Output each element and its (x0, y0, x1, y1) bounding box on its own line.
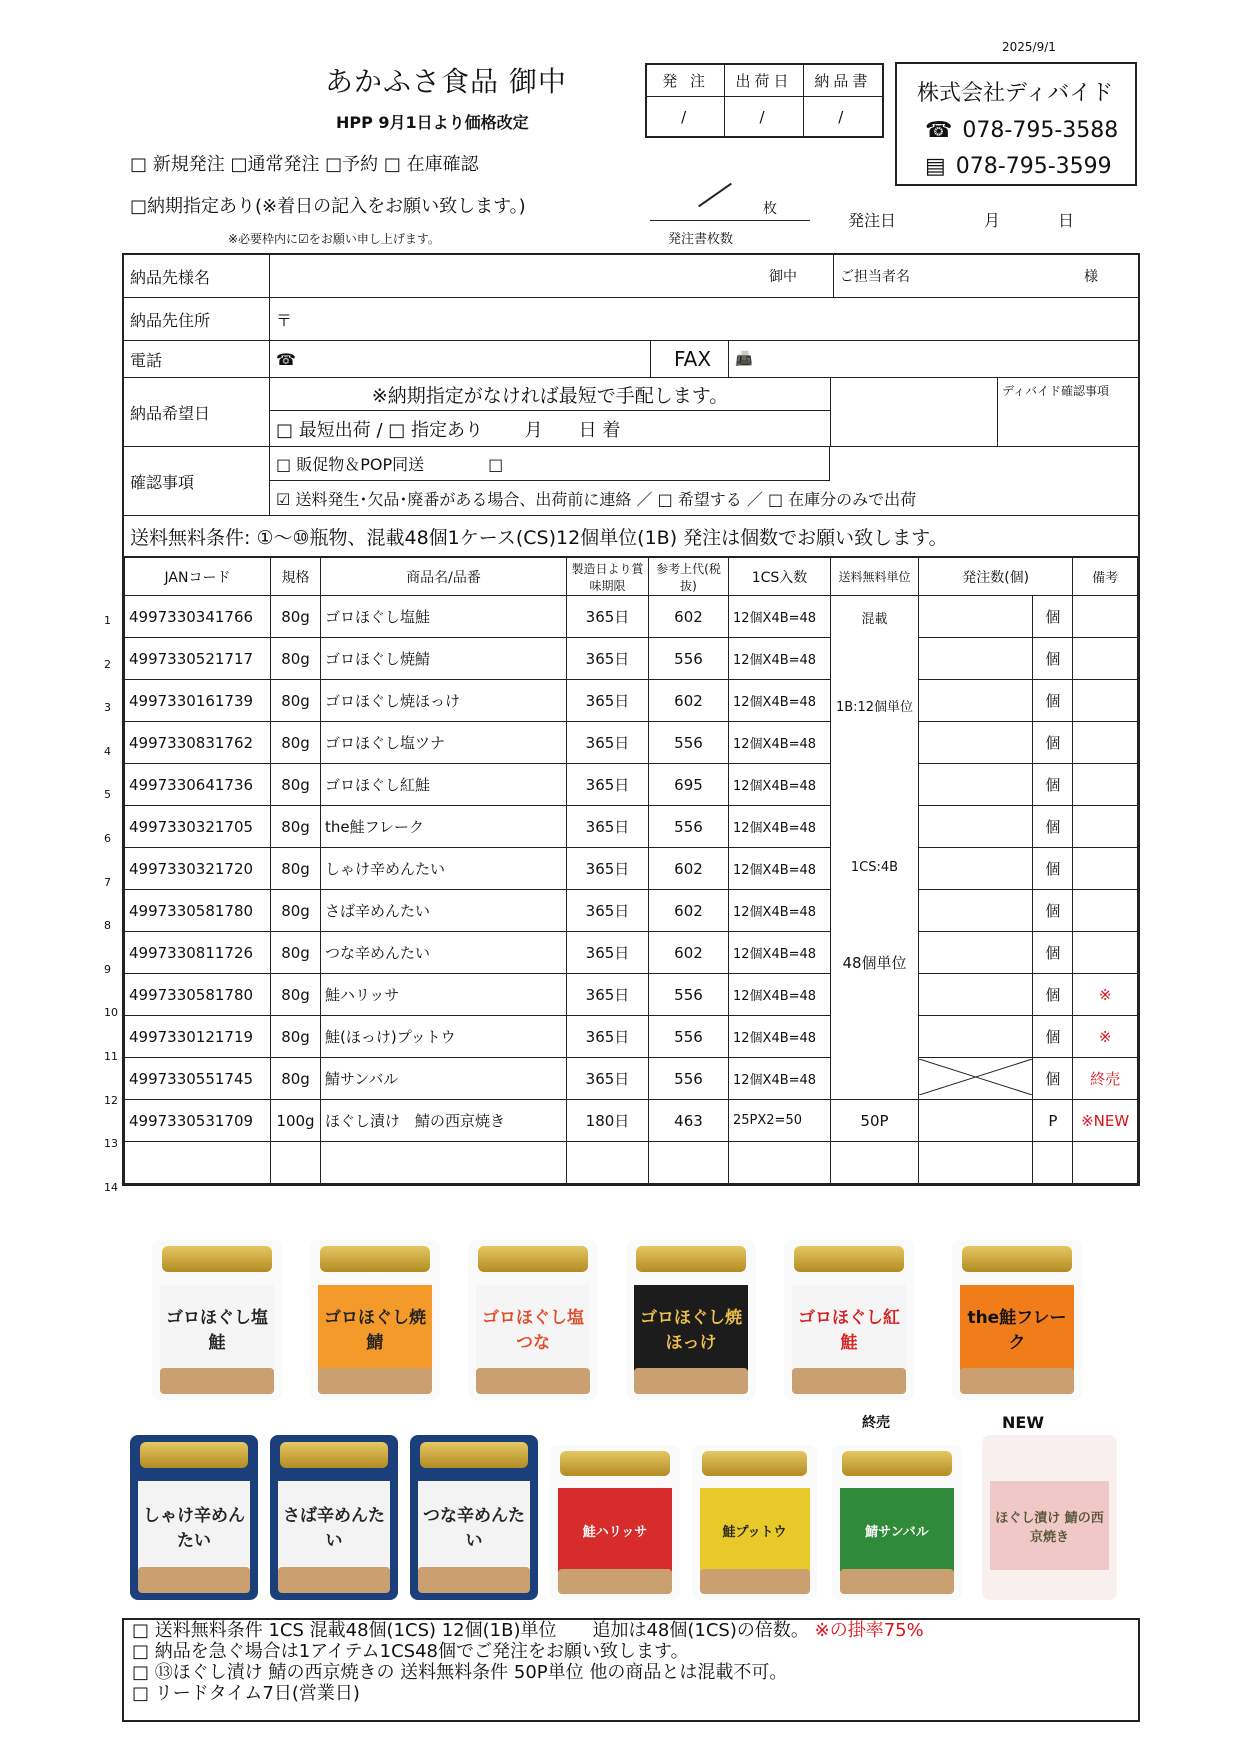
size: 100g (271, 1100, 321, 1142)
order-unit: 個 (1033, 932, 1073, 974)
product-name: ゴロほぐし塩鮭 (321, 596, 567, 638)
shelf-life: 365日 (567, 596, 649, 638)
order-qty-field[interactable] (919, 722, 1033, 764)
order-box-value[interactable]: / (647, 97, 725, 136)
table-row (125, 764, 1138, 806)
order-qty-field[interactable] (919, 596, 1033, 638)
jar-contents (792, 1368, 906, 1394)
case-qty: 12個X4B=48 (729, 1016, 831, 1058)
shelf-life: 365日 (567, 722, 649, 764)
remarks (1073, 848, 1138, 890)
jar-contents (558, 1569, 672, 1594)
case-qty: 12個X4B=48 (729, 680, 831, 722)
delivery-label: 納品希望日 (124, 378, 270, 446)
order-unit: 個 (1033, 974, 1073, 1016)
case-qty (729, 1142, 831, 1184)
row-number: 11 (104, 1050, 118, 1063)
address-field[interactable]: 〒 (276, 310, 293, 330)
merged-unit-line: 1CS:4B (850, 860, 899, 875)
order-unit: 個 (1033, 890, 1073, 932)
size: 80g (271, 722, 321, 764)
jar-contents (160, 1368, 274, 1394)
jar-lid (794, 1246, 903, 1272)
dest-name-field[interactable]: 御中 (270, 255, 834, 297)
shelf-life: 365日 (567, 974, 649, 1016)
table-row (125, 806, 1138, 848)
delivery-date-checkbox[interactable]: □納期指定あり(※着日の記入をお願い致します。) (130, 196, 526, 217)
footer-line-4: □ リードタイム7日(営業日) (132, 1683, 360, 1704)
order-qty-field[interactable] (919, 764, 1033, 806)
case-qty: 12個X4B=48 (729, 932, 831, 974)
company-phone: ☎ 078-795-3588 (925, 118, 1119, 143)
footer-line-2: □ 納品を急ぐ場合は1アイテム1CS48個でご発注をお願い致します。 (132, 1641, 689, 1662)
row-number: 4 (104, 744, 111, 758)
phone-icon: ☎ (276, 349, 296, 369)
order-qty-field[interactable] (919, 1016, 1033, 1058)
jan-code: 4997330581780 (125, 890, 271, 932)
jan-code: 4997330581780 (125, 974, 271, 1016)
price: 556 (649, 974, 729, 1016)
case-qty: 25PX2=50 (729, 1100, 831, 1142)
jar-contents (476, 1368, 590, 1394)
footer-notes (122, 1618, 1140, 1722)
jar-contents (418, 1567, 531, 1593)
product-jar-image (784, 1240, 914, 1400)
merged-unit-line: 混載 (861, 612, 888, 627)
shelf-life: 365日 (567, 932, 649, 974)
merged-unit-line: 48個単位 (842, 954, 907, 972)
fax-icon: ▤ (925, 154, 946, 179)
product-name: ゴロほぐし紅鮭 (321, 764, 567, 806)
order-unit: 個 (1033, 680, 1073, 722)
jar-lid (280, 1442, 388, 1468)
price (649, 1142, 729, 1184)
sheet-unit: 枚 (763, 201, 777, 217)
product-name: ほぐし漬け 鯖の西京焼き (321, 1100, 567, 1142)
col-header: JANコード (125, 558, 271, 596)
shelf-life: 365日 (567, 1058, 649, 1100)
table-row (125, 1100, 1138, 1142)
col-header: 送料無料単位 (831, 558, 919, 596)
phone-field[interactable] (270, 341, 651, 377)
remarks (1073, 1142, 1138, 1184)
order-unit: 個 (1033, 638, 1073, 680)
address-row (124, 298, 1138, 341)
jar-contents (138, 1567, 251, 1593)
contact-field[interactable]: ご担当者名 様 (840, 269, 1098, 285)
jar-label: ゴロほぐし紅鮭 (792, 1285, 906, 1371)
remarks (1073, 764, 1138, 806)
order-unit: 個 (1033, 848, 1073, 890)
size: 80g (271, 680, 321, 722)
jan-code: 4997330531709 (125, 1100, 271, 1142)
order-qty-field[interactable] (919, 806, 1033, 848)
recipient-title: あかふさ食品 御中 (325, 65, 567, 98)
jar-lid (420, 1442, 528, 1468)
delivery-checkboxes[interactable]: □ 最短出荷 / □ 指定あり 月 日 着 (276, 419, 621, 441)
cross-out-icon (919, 1059, 1032, 1095)
col-header: 規格 (271, 558, 321, 596)
table-row (125, 890, 1138, 932)
remarks (1073, 722, 1138, 764)
jar-label: ゴロほぐし焼鯖 (318, 1285, 432, 1371)
table-row (125, 1016, 1138, 1058)
col-header: 商品名/品番 (321, 558, 567, 596)
fax-icon: 📠 (735, 351, 753, 367)
size: 80g (271, 1016, 321, 1058)
size: 80g (271, 806, 321, 848)
row-number: 8 (104, 919, 111, 933)
delivery-row (124, 378, 1138, 447)
order-unit: 個 (1033, 1058, 1073, 1100)
jar-label: 鯖サンバル (840, 1488, 954, 1572)
order-unit: 個 (1033, 596, 1073, 638)
price: 556 (649, 1058, 729, 1100)
jar-contents (634, 1368, 748, 1394)
jar-lid (842, 1451, 951, 1476)
free-shipping-conditions: 送料無料条件: ①〜⑩瓶物、混載48個1ケース(CS)12個単位(1B) 発注は個数でお願い致します。 (130, 526, 948, 549)
col-header: 参考上代(税抜) (649, 558, 729, 596)
product-jar-image (626, 1240, 756, 1400)
row-number: 13 (104, 1137, 118, 1151)
remarks: ※NEW (1073, 1100, 1138, 1142)
shelf-life: 365日 (567, 806, 649, 848)
jar-contents (840, 1569, 954, 1594)
shelf-life (567, 1142, 649, 1184)
order-box-header: 発 注 (647, 65, 725, 97)
product-table (124, 557, 1138, 1184)
remarks (1073, 890, 1138, 932)
size: 80g (271, 974, 321, 1016)
product-jar-image (952, 1240, 1082, 1400)
document-date: 2025/9/1 (1002, 40, 1056, 54)
product-jar-image (270, 1435, 398, 1600)
remarks: 終売 (1073, 1058, 1138, 1100)
price: 556 (649, 722, 729, 764)
shelf-life: 365日 (567, 764, 649, 806)
order-qty-field[interactable] (919, 932, 1033, 974)
size: 80g (271, 1058, 321, 1100)
jar-label: 鮭ハリッサ (558, 1488, 672, 1572)
phone-icon: ☎ (925, 118, 953, 143)
order-type-checkboxes[interactable]: □ 新規発注 □通常発注 □予約 □ 在庫確認 (130, 154, 479, 175)
jan-code: 4997330551745 (125, 1058, 271, 1100)
remarks (1073, 932, 1138, 974)
row-number: 6 (104, 832, 111, 845)
table-row (125, 680, 1138, 722)
price-revision-note: HPP 9月1日より価格改定 (336, 113, 529, 132)
order-box-header: 出荷日 (725, 65, 803, 97)
price: 556 (649, 638, 729, 680)
jar-label: the鮭フレーク (960, 1285, 1074, 1371)
case-qty: 12個X4B=48 (729, 638, 831, 680)
row-number: 12 (104, 1093, 118, 1107)
size: 80g (271, 638, 321, 680)
product-jar-image (152, 1240, 282, 1400)
size: 80g (271, 848, 321, 890)
product-photos (130, 1240, 1130, 1610)
case-qty: 12個X4B=48 (729, 722, 831, 764)
product-name: 鯖サンバル (321, 1058, 567, 1100)
jar-contents (278, 1567, 391, 1593)
jar-contents (700, 1569, 810, 1594)
dest-name-label: 納品先様名 (124, 255, 270, 297)
delivery-options (270, 378, 831, 446)
row-number: 9 (104, 962, 111, 976)
order-unit (1033, 1142, 1073, 1184)
jar-label: つな辛めんたい (418, 1481, 531, 1570)
jan-code: 4997330321720 (125, 848, 271, 890)
checkbox-instruction: ※必要枠内に☑をお願い申し上げます。 (228, 232, 440, 246)
divide-confirm-label: ディバイド確認事項 (1002, 384, 1110, 398)
delivery-note: ※納期指定がなければ最短で手配します。 (270, 378, 830, 411)
order-unit: 個 (1033, 722, 1073, 764)
order-month-label: 月 (984, 211, 1001, 230)
order-qty-field[interactable] (919, 1058, 1033, 1100)
slash-divider (698, 183, 732, 208)
jan-code: 4997330831762 (125, 722, 271, 764)
jar-lid (140, 1442, 248, 1468)
row-number: 3 (104, 701, 111, 715)
table-row (125, 1058, 1138, 1100)
shelf-life: 180日 (567, 1100, 649, 1142)
col-header: 発注数(個) (919, 558, 1073, 596)
size: 80g (271, 596, 321, 638)
remarks (1073, 806, 1138, 848)
order-qty-field[interactable] (919, 1142, 1033, 1184)
order-unit: 個 (1033, 806, 1073, 848)
jar-contents (318, 1368, 432, 1394)
product-name (321, 1142, 567, 1184)
price: 556 (649, 806, 729, 848)
order-date-label: 発注日 (848, 211, 897, 230)
size: 80g (271, 764, 321, 806)
price: 463 (649, 1100, 729, 1142)
order-box-value[interactable]: / (725, 97, 803, 136)
case-qty: 12個X4B=48 (729, 890, 831, 932)
confirm-row (124, 447, 1138, 516)
jar-label: ゴロほぐし塩つな (476, 1285, 590, 1371)
order-qty-field[interactable] (919, 974, 1033, 1016)
product-jar-image (832, 1445, 962, 1600)
order-qty-field[interactable] (919, 890, 1033, 932)
product-name: 鮭(ほっけ)プットウ (321, 1016, 567, 1058)
order-unit: 個 (1033, 1016, 1073, 1058)
jar-label: 鮭プットウ (700, 1488, 810, 1572)
free-shipping-unit-merged (831, 596, 919, 1100)
price: 602 (649, 680, 729, 722)
size: 80g (271, 932, 321, 974)
confirm-line-2[interactable]: ☑ 送料発生･欠品･廃番がある場合、出荷前に連絡 ／ □ 希望する ／ □ 在庫分のみで出荷 (276, 489, 917, 509)
price: 556 (649, 1016, 729, 1058)
product-name: the鮭フレーク (321, 806, 567, 848)
company-info-box (895, 62, 1137, 186)
product-jar-image (982, 1435, 1117, 1600)
product-name: ゴロほぐし焼鯖 (321, 638, 567, 680)
jan-code: 4997330341766 (125, 596, 271, 638)
jan-code: 4997330641736 (125, 764, 271, 806)
remarks (1073, 596, 1138, 638)
jan-code: 4997330121719 (125, 1016, 271, 1058)
confirm-options (270, 447, 1138, 515)
jar-lid (636, 1246, 745, 1272)
jan-code: 4997330811726 (125, 932, 271, 974)
phone-label: 電話 (124, 341, 270, 377)
price: 695 (649, 764, 729, 806)
jar-lid (560, 1451, 669, 1476)
remarks: ※ (1073, 974, 1138, 1016)
free-shipping-row (124, 516, 1138, 557)
order-status-box (645, 63, 884, 138)
table-row (125, 638, 1138, 680)
jar-label: さば辛めんたい (278, 1481, 391, 1570)
size (271, 1142, 321, 1184)
row-number: 5 (104, 788, 111, 802)
row-number: 14 (104, 1180, 118, 1194)
product-name: ゴロほぐし塩ツナ (321, 722, 567, 764)
footer-line-1: □ 送料無料条件 1CS 混載48個(1CS) 12個(1B)単位 追加は48個(1CS)の倍数。 ※の掛率75% (132, 1620, 924, 1641)
product-jar-image (692, 1445, 817, 1600)
case-qty: 12個X4B=48 (729, 596, 831, 638)
jar-label: ゴロほぐし焼ほっけ (634, 1285, 748, 1371)
order-qty-field[interactable] (919, 1100, 1033, 1142)
product-name: 鮭ハリッサ (321, 974, 567, 1016)
order-box-header: 納品書 (804, 65, 882, 97)
table-row (125, 974, 1138, 1016)
order-unit: P (1033, 1100, 1073, 1142)
jar-label: ほぐし漬け 鯖の西京焼き (990, 1481, 1109, 1570)
product-jar-image (130, 1435, 258, 1600)
order-box-value[interactable]: / (838, 107, 848, 126)
jan-code: 4997330321705 (125, 806, 271, 848)
jan-code: 4997330161739 (125, 680, 271, 722)
jar-lid (320, 1246, 429, 1272)
col-header: 1CS入数 (729, 558, 831, 596)
price: 602 (649, 848, 729, 890)
jar-label: しゃけ辛めんたい (138, 1481, 251, 1570)
free-shipping-unit: 50P (831, 1100, 919, 1142)
shelf-life: 365日 (567, 890, 649, 932)
free-shipping-unit (831, 1142, 919, 1184)
dest-name-row (124, 255, 1138, 298)
sheet-count-field[interactable] (650, 196, 810, 221)
order-qty-field[interactable] (919, 638, 1033, 680)
confirm-box-left (831, 378, 998, 446)
table-row (125, 848, 1138, 890)
product-jar-image (468, 1240, 598, 1400)
product-name: ゴロほぐし焼ほっけ (321, 680, 567, 722)
jar-lid (162, 1246, 271, 1272)
col-header: 備考 (1073, 558, 1138, 596)
sheet-count-label: 発注書枚数 (668, 232, 734, 247)
case-qty: 12個X4B=48 (729, 806, 831, 848)
product-name: しゃけ辛めんたい (321, 848, 567, 890)
row-number: 10 (104, 1006, 118, 1020)
shelf-life: 365日 (567, 638, 649, 680)
order-unit: 個 (1033, 764, 1073, 806)
row-number: 2 (104, 657, 111, 671)
shelf-life: 365日 (567, 1016, 649, 1058)
size: 80g (271, 890, 321, 932)
jan-code: 4997330521717 (125, 638, 271, 680)
order-form (122, 253, 1140, 1186)
confirm-label: 確認事項 (124, 447, 270, 515)
remarks (1073, 680, 1138, 722)
confirm-line-1[interactable]: □ 販促物＆POP同送 □ (270, 447, 830, 481)
price: 602 (649, 596, 729, 638)
remarks: ※ (1073, 1016, 1138, 1058)
order-qty-field[interactable] (919, 680, 1033, 722)
company-fax: ▤ 078-795-3599 (925, 154, 1112, 179)
price: 602 (649, 932, 729, 974)
price: 602 (649, 890, 729, 932)
remarks (1073, 638, 1138, 680)
jar-label: ゴロほぐし塩鮭 (160, 1285, 274, 1371)
jar-lid (702, 1451, 807, 1476)
col-header: 製造日より賞味期限 (567, 558, 649, 596)
product-jar-image (310, 1240, 440, 1400)
jar-contents (960, 1368, 1074, 1394)
order-qty-field[interactable] (919, 848, 1033, 890)
table-row (125, 1142, 1138, 1184)
table-row (125, 722, 1138, 764)
footer-line-3: □ ⑬ほぐし漬け 鯖の西京焼きの 送料無料条件 50P単位 他の商品とは混載不可。 (132, 1662, 788, 1683)
caption-end-of-sale: 終売 (862, 1415, 890, 1431)
merged-unit-line: 1B:12個単位 (835, 700, 914, 715)
jan-code (125, 1142, 271, 1184)
case-qty: 12個X4B=48 (729, 764, 831, 806)
phone-row (124, 341, 1138, 378)
product-jar-image (550, 1445, 680, 1600)
shelf-life: 365日 (567, 848, 649, 890)
row-number: 7 (104, 875, 111, 889)
case-qty: 12個X4B=48 (729, 848, 831, 890)
shelf-life: 365日 (567, 680, 649, 722)
table-row (125, 932, 1138, 974)
table-row (125, 596, 1138, 638)
product-name: さば辛めんたい (321, 890, 567, 932)
company-name: 株式会社ディバイド (917, 81, 1114, 106)
fax-field[interactable] (729, 341, 1138, 377)
order-day-label: 日 (1058, 211, 1075, 230)
case-qty: 12個X4B=48 (729, 1058, 831, 1100)
fax-label: FAX (651, 341, 729, 377)
product-jar-image (410, 1435, 538, 1600)
row-number: 1 (104, 614, 111, 627)
jar-lid (962, 1246, 1071, 1272)
jar-lid (478, 1246, 587, 1272)
caption-new: NEW (1002, 1413, 1044, 1432)
case-qty: 12個X4B=48 (729, 974, 831, 1016)
address-label: 納品先住所 (124, 298, 270, 340)
product-name: つな辛めんたい (321, 932, 567, 974)
